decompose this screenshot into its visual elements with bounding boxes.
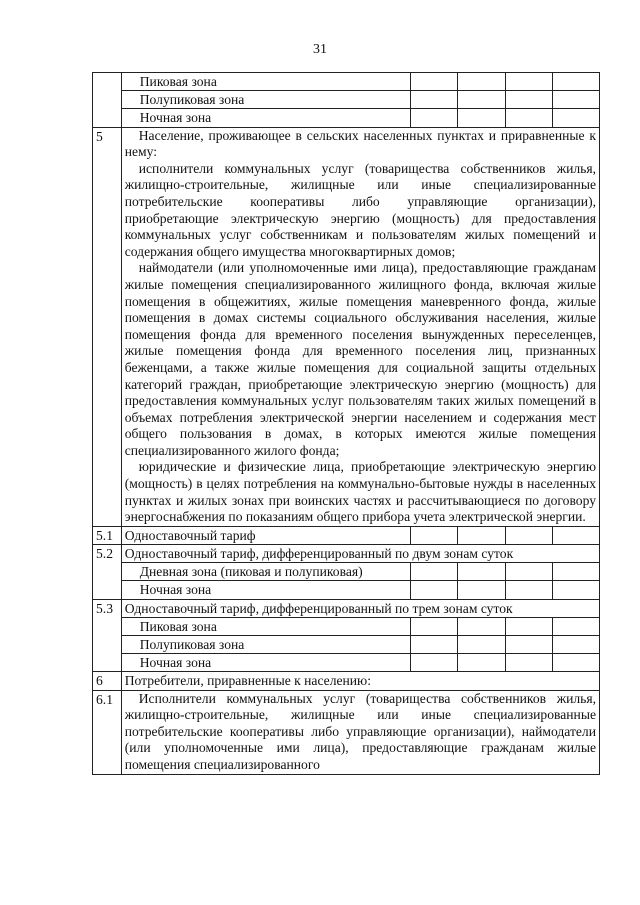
row-6-1-text [121, 690, 599, 774]
row-number: 6 [93, 672, 122, 690]
table-row [93, 617, 600, 635]
table-row [93, 91, 600, 109]
zone-label-peak: Пиковая зона [121, 617, 410, 635]
row-label: Потребители, приравненные к населению: [121, 672, 599, 690]
zone-label-half-peak: Полупиковая зона [121, 636, 410, 654]
page-number: 31 [313, 42, 327, 57]
section-5-paragraph-2: исполнители коммунальных услуг (товарищества собственников жилья, жилищно-строительные, жилищные или иные специализированные потребительские кооперативы либо управляющие организации), приобретающие электрическую энергию (мощность) для предоставления коммунальных услуг собственникам и пользователям жилых помещений и содержания общего имущества многоквартирных домов; [124, 160, 596, 259]
row-label: Одноставочный тариф [121, 526, 410, 544]
row-label: Одноставочный тариф, дифференцированный по трем зонам суток [121, 599, 599, 617]
section-5-paragraph-4: юридические и физические лица, приобретающие электрическую энергию (мощность) в целях потребления на коммунально-бытовые нужды в населенных пунктах и жилых зонах при воинских частях и рассчитывающиеся по договору энергоснабжения по показаниям общего прибора учета электрической энергии. [124, 459, 596, 525]
section-5-text [121, 127, 599, 526]
row-number: 5.3 [93, 599, 122, 672]
row-number: 5 [93, 127, 122, 526]
zone-label-day: Дневная зона (пиковая и полупиковая) [121, 563, 410, 581]
tariff-table [92, 72, 600, 775]
table-row-5-2 [93, 545, 600, 563]
zone-label-half-peak: Полупиковая зона [121, 91, 410, 109]
table-row [93, 654, 600, 672]
table-row [93, 563, 600, 581]
row-label: Одноставочный тариф, дифференцированный по двум зонам суток [121, 545, 599, 563]
table-row-5-1 [93, 526, 600, 544]
row-number: 6.1 [93, 690, 122, 774]
zone-label-peak: Пиковая зона [121, 73, 410, 91]
section-5-paragraph-3: наймодатели (или уполномоченные ими лица), предоставляющие гражданам жилые помещения специализированного жилищного фонда, включая жилые помещения в общежитиях, жилые помещения маневренного фонда, жилые помещения в домах системы социального обслуживания населения, жилые помещения фонда для временного поселения вынужденных переселенцев, жилые помещения фонда для временного поселения лиц, признанных беженцами, а также жилые помещения для социальной защиты отдельных категорий граждан, приобретающие электрическую энергию (мощность) для предоставления коммунальных услуг пользователям таких жилых помещений в объемах потребления электрической энергии населением и содержания мест общего пользования в домах, в которых имеются жилые помещения специализированного жилого фонда; [124, 260, 596, 458]
table-row-5-3 [93, 599, 600, 617]
table-row-6 [93, 672, 600, 690]
table-row [93, 73, 600, 91]
row-number: 5.2 [93, 545, 122, 600]
zone-label-night: Ночная зона [121, 109, 410, 127]
table-row [93, 636, 600, 654]
row-6-1-paragraph: Исполнители коммунальных услуг (товарищества собственников жилья, жилищно-строительные, жилищные или иные специализированные потребительские кооперативы либо управляющие организации), наймодатели (или уполномоченные ими лица), предоставляющие гражданам жилые помещения специализированного [124, 690, 596, 773]
table-row-section-5 [93, 127, 600, 526]
zone-label-night: Ночная зона [121, 654, 410, 672]
zone-label-night: Ночная зона [121, 581, 410, 599]
table-row [93, 109, 600, 127]
row-number: 5.1 [93, 526, 122, 544]
row-number-cell [93, 73, 122, 128]
table-row-6-1 [93, 690, 600, 774]
table-row [93, 581, 600, 599]
section-5-paragraph-1: Население, проживающее в сельских населенных пунктах и приравненные к нему: [124, 127, 596, 160]
